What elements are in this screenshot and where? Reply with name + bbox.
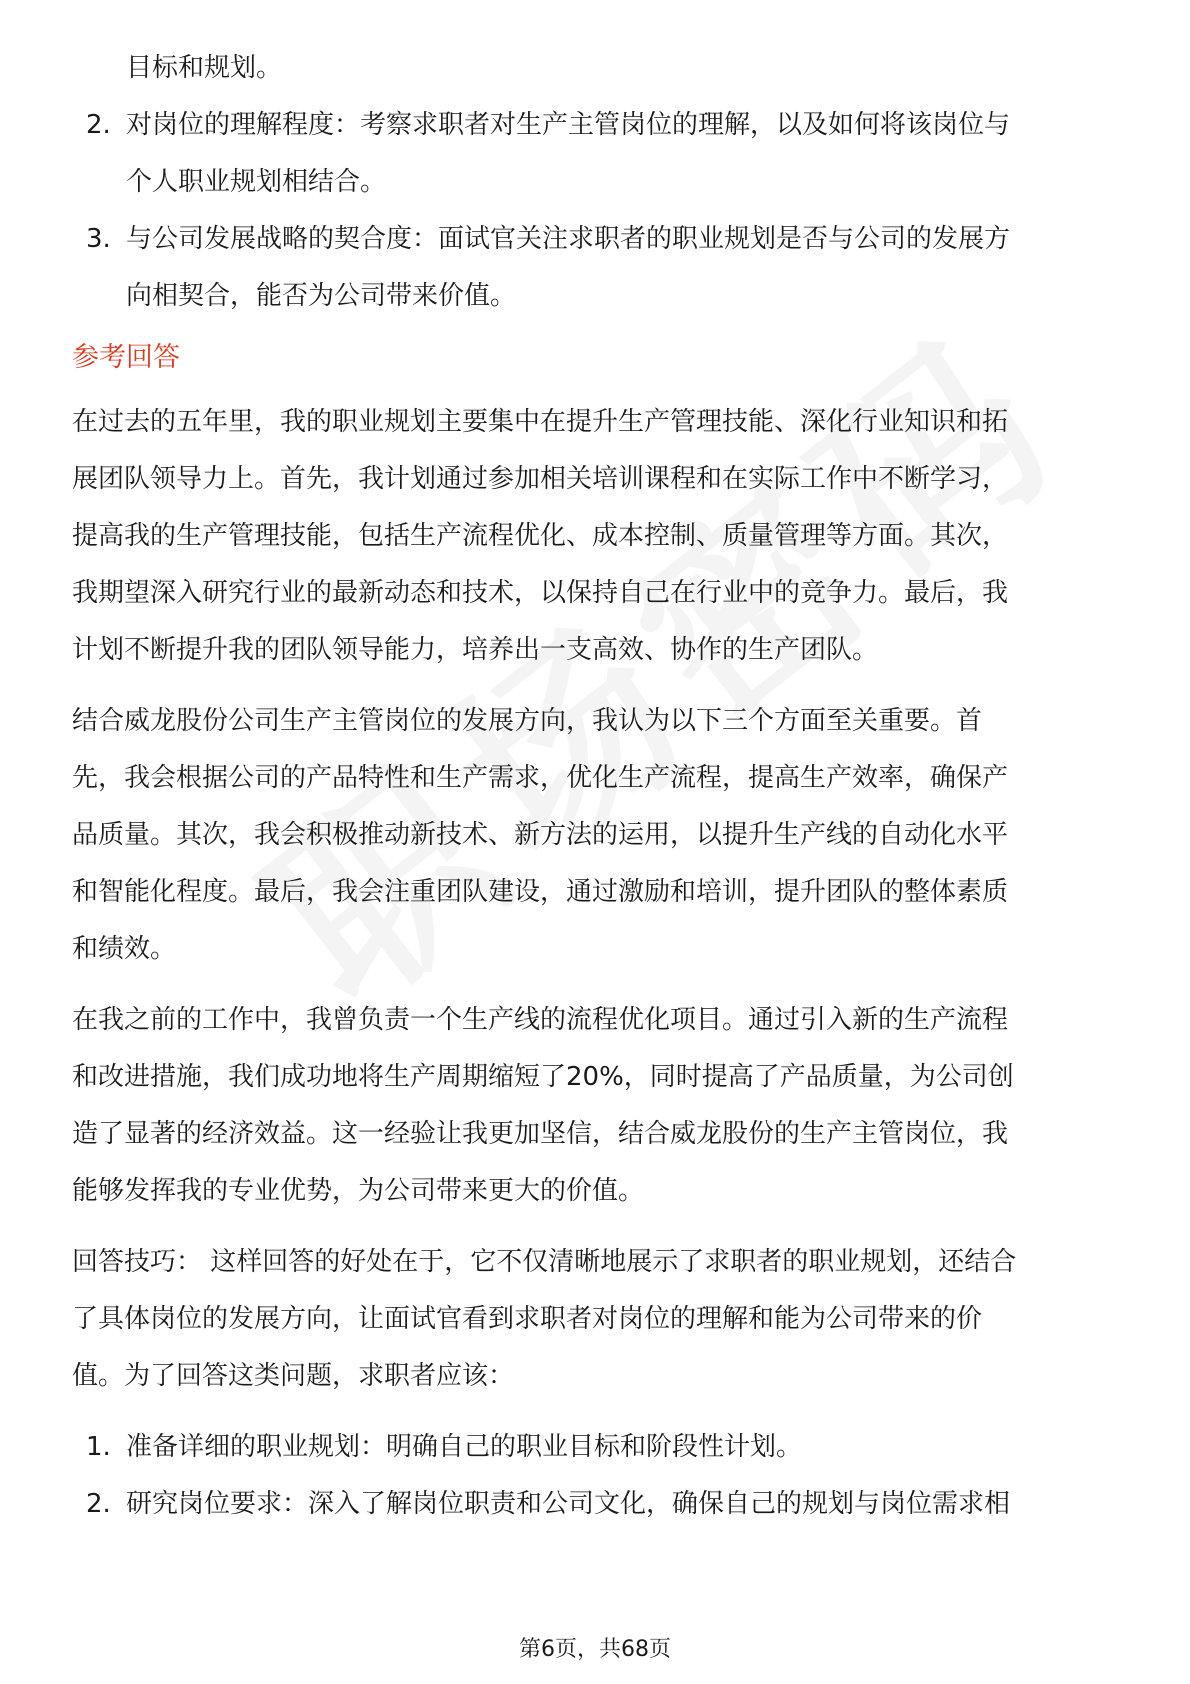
- paragraph-line: 结合威龙股份公司生产主管岗位的发展方向，我认为以下三个方面至关重要。首: [72, 706, 983, 736]
- page-number: 第6页，共68页: [519, 1637, 671, 1662]
- list-item: [72, 1476, 1122, 1533]
- paragraph-line: 和智能化程度。最后，我会注重团队建设，通过激励和培训，提升团队的整体素质: [72, 877, 1009, 907]
- paragraph-line: 展团队领导力上。首先，我计划通过参加相关培训课程和在实际工作中不断学习，: [72, 464, 1009, 494]
- paragraph-line: 和改进措施，我们成功地将生产周期缩短了20%，同时提高了产品质量，为公司创: [72, 1062, 1014, 1092]
- paragraph-line: 了具体岗位的发展方向，让面试官看到求职者对岗位的理解和能为公司带来的价: [72, 1304, 983, 1334]
- list-number: 3.: [86, 224, 111, 254]
- page-content: [72, 40, 1122, 1533]
- criteria-list: [72, 97, 1122, 325]
- paragraph-line: 在过去的五年里，我的职业规划主要集中在提升生产管理技能、深化行业知识和拓: [72, 407, 1009, 437]
- answer-tips-paragraph: [72, 1234, 1122, 1405]
- answer-paragraph-2: [72, 693, 1122, 978]
- list-item: [72, 211, 1122, 325]
- reference-answer-heading: 参考回答: [72, 342, 180, 373]
- list-text-line: 研究岗位要求：深入了解岗位职责和公司文化，确保自己的规划与岗位需求相: [126, 1489, 1011, 1519]
- paragraph-line: 值。为了回答这类问题，求职者应该：: [72, 1361, 515, 1391]
- paragraph-line: 计划不断提升我的团队领导能力，培养出一支高效、协作的生产团队。: [72, 635, 879, 665]
- answer-paragraph-1: [72, 394, 1122, 679]
- list-number: 1.: [86, 1432, 111, 1462]
- paragraph-line: 提高我的生产管理技能，包括生产流程优化、成本控制、质量管理等方面。其次，: [72, 521, 1009, 551]
- list-text-line: 向相契合，能否为公司带来价值。: [126, 281, 517, 311]
- list-item: [72, 97, 1122, 211]
- paragraph-line: 先，我会根据公司的产品特性和生产需求，优化生产流程，提高生产效率，确保产: [72, 763, 1009, 793]
- paragraph-line: 能够发挥我的专业优势，为公司带来更大的价值。: [72, 1176, 645, 1206]
- tips-list: [72, 1419, 1122, 1533]
- paragraph-line: 我期望深入研究行业的最新动态和技术，以保持自己在行业中的竞争力。最后，我: [72, 578, 1009, 608]
- paragraph-line: 造了显著的经济效益。这一经验让我更加坚信，结合威龙股份的生产主管岗位，我: [72, 1119, 1009, 1149]
- list-item: [72, 1419, 1122, 1476]
- list-text-line: 个人职业规划相结合。: [126, 167, 387, 197]
- list-number: 2.: [86, 110, 111, 140]
- list-text-line: 与公司发展战略的契合度：面试官关注求职者的职业规划是否与公司的发展方: [126, 224, 1011, 254]
- paragraph-line: 品质量。其次，我会积极推动新技术、新方法的运用，以提升生产线的自动化水平: [72, 820, 1009, 850]
- paragraph-line: 和绩效。: [72, 934, 177, 964]
- paragraph-line: 在我之前的工作中，我曾负责一个生产线的流程优化项目。通过引入新的生产流程: [72, 1005, 1009, 1035]
- continued-fragment: 目标和规划。: [126, 53, 283, 83]
- list-text-line: 对岗位的理解程度：考察求职者对生产主管岗位的理解，以及如何将该岗位与: [126, 110, 1011, 140]
- list-number: 2.: [86, 1489, 111, 1519]
- paragraph-line: 回答技巧： 这样回答的好处在于，它不仅清晰地展示了求职者的职业规划，还结合: [72, 1247, 1017, 1277]
- answer-paragraph-3: [72, 992, 1122, 1220]
- list-text-line: 准备详细的职业规划：明确自己的职业目标和阶段性计划。: [126, 1432, 803, 1462]
